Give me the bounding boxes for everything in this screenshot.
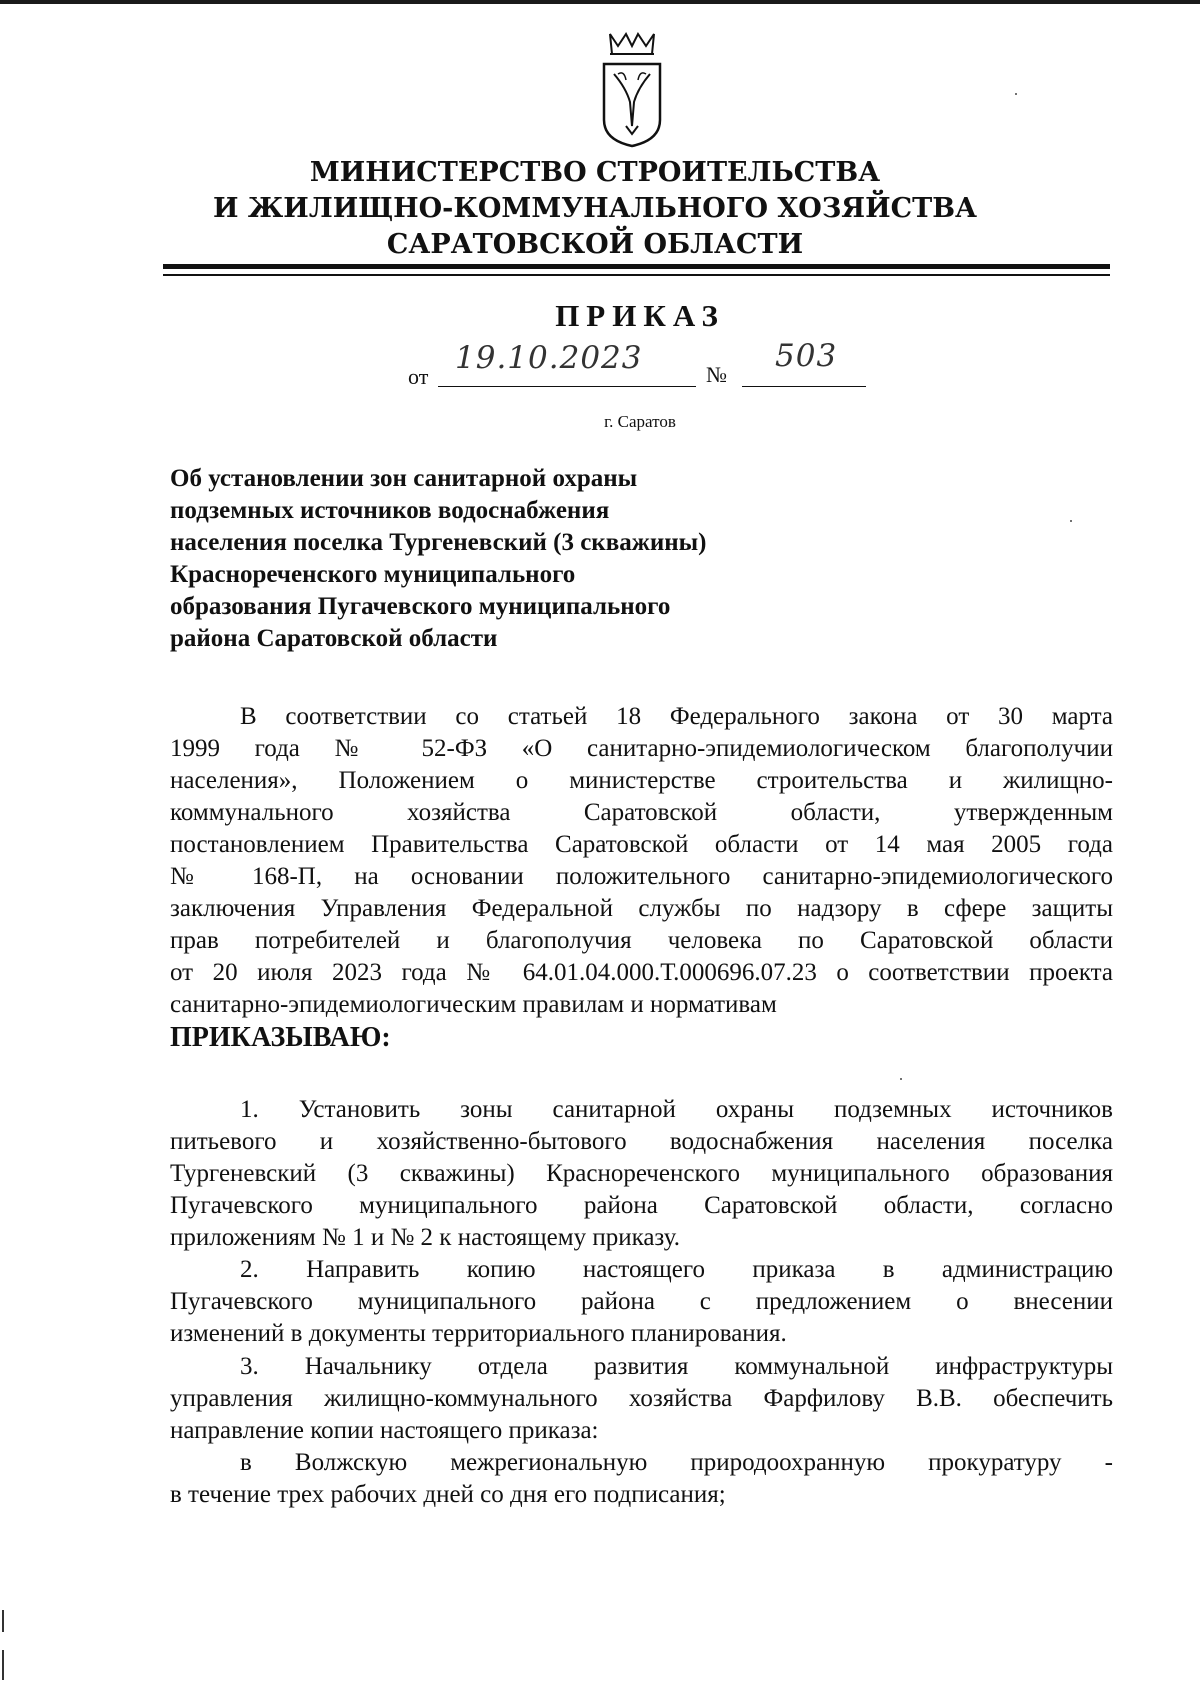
subject-line: подземных источников водоснабжения xyxy=(170,497,610,524)
scan-speck xyxy=(900,1078,902,1080)
text-line: Тургеневский (3 скважины) Краснореченского муниципального образования xyxy=(170,1160,1113,1187)
subject-line: Краснореченского муниципального xyxy=(170,561,576,588)
text-line: изменений в документы территориального планирования. xyxy=(170,1320,787,1347)
number-underline xyxy=(742,386,866,387)
text-line: коммунального хозяйства Саратовской области, утвержденным xyxy=(170,799,1113,826)
text-line: от 20 июля 2023 года № 64.01.04.000.Т.000696.07.23 о соответствии проекта xyxy=(170,959,1113,986)
text-line: 3. Начальнику отдела развития коммунальной инфраструктуры xyxy=(240,1353,1113,1380)
text-line: 1. Установить зоны санитарной охраны подземных источников xyxy=(240,1096,1113,1123)
scan-speck xyxy=(1070,520,1072,522)
header-rule-thick xyxy=(163,264,1110,269)
text-line: № 168-П, на основании положительного санитарно-эпидемиологического xyxy=(170,863,1113,890)
text-line: питьевого и хозяйственно-бытового водоснабжения населения поселка xyxy=(170,1128,1113,1155)
date-underline xyxy=(438,386,696,387)
scan-margin-mark xyxy=(2,1610,4,1632)
city: г. Саратов xyxy=(604,412,676,431)
number-label: № xyxy=(706,362,727,387)
item-3 xyxy=(170,1351,1113,1511)
preamble xyxy=(170,701,1113,1021)
text-line: 1999 года № 52-ФЗ «О санитарно-эпидемиологическом благополучии xyxy=(170,735,1113,762)
ministry-line-1: МИНИСТЕРСТВО СТРОИТЕЛЬСТВА xyxy=(309,157,881,188)
scan-top-edge xyxy=(0,0,1200,4)
text-line: управления жилищно-коммунального хозяйства Фарфилову В.В. обеспечить xyxy=(170,1385,1113,1412)
order-title: ПРИКАЗ xyxy=(555,298,725,333)
scan-speck xyxy=(1015,93,1017,95)
text-line: В соответствии со статьей 18 Федерального закона от 30 марта xyxy=(240,703,1113,730)
subject-line: населения поселка Тургеневский (3 скважины) xyxy=(170,529,707,556)
text-line: заключения Управления Федеральной службы по надзору в сфере защиты xyxy=(170,895,1113,922)
date-label: от xyxy=(408,364,429,389)
item-1 xyxy=(170,1094,1113,1254)
date-value: 19.10.2023 xyxy=(455,340,643,376)
text-line: постановлением Правительства Саратовской области от 14 мая 2005 года xyxy=(170,831,1113,858)
text-line: санитарно-эпидемиологическим правилам и нормативам xyxy=(170,991,777,1018)
order-subject xyxy=(170,463,870,655)
subject-line: образования Пугачевского муниципального xyxy=(170,593,671,620)
text-line: прав потребителей и благополучия человека по Саратовской области xyxy=(170,927,1113,954)
scan-margin-mark xyxy=(2,1650,4,1680)
ministry-line-3: САРАТОВСКОЙ ОБЛАСТИ xyxy=(386,229,804,260)
decree-word: ПРИКАЗЫВАЮ: xyxy=(170,1022,391,1053)
text-line: 2. Направить копию настоящего приказа в администрацию xyxy=(240,1256,1113,1283)
text-line: в Волжскую межрегиональную природоохранную прокуратуру - xyxy=(240,1449,1113,1476)
item-2 xyxy=(170,1254,1113,1350)
coat-of-arms-icon xyxy=(596,30,668,148)
subject-line: Об установлении зон санитарной охраны xyxy=(170,465,638,492)
number-value: 503 xyxy=(775,338,838,374)
text-line: направление копии настоящего приказа: xyxy=(170,1417,599,1444)
text-line: Пугачевского муниципального района с предложением о внесении xyxy=(170,1288,1113,1315)
subject-line: района Саратовской области xyxy=(170,625,498,652)
ministry-line-2: И ЖИЛИЩНО-КОММУНАЛЬНОГО ХОЗЯЙСТВА xyxy=(212,193,978,224)
text-line: в течение трех рабочих дней со дня его подписания; xyxy=(170,1481,726,1508)
text-line: населения», Положением о министерстве строительства и жилищно- xyxy=(170,767,1113,794)
text-line: приложениям № 1 и № 2 к настоящему приказу. xyxy=(170,1224,681,1251)
header-rule-thin xyxy=(163,274,1110,276)
text-line: Пугачевского муниципального района Саратовской области, согласно xyxy=(170,1192,1113,1219)
